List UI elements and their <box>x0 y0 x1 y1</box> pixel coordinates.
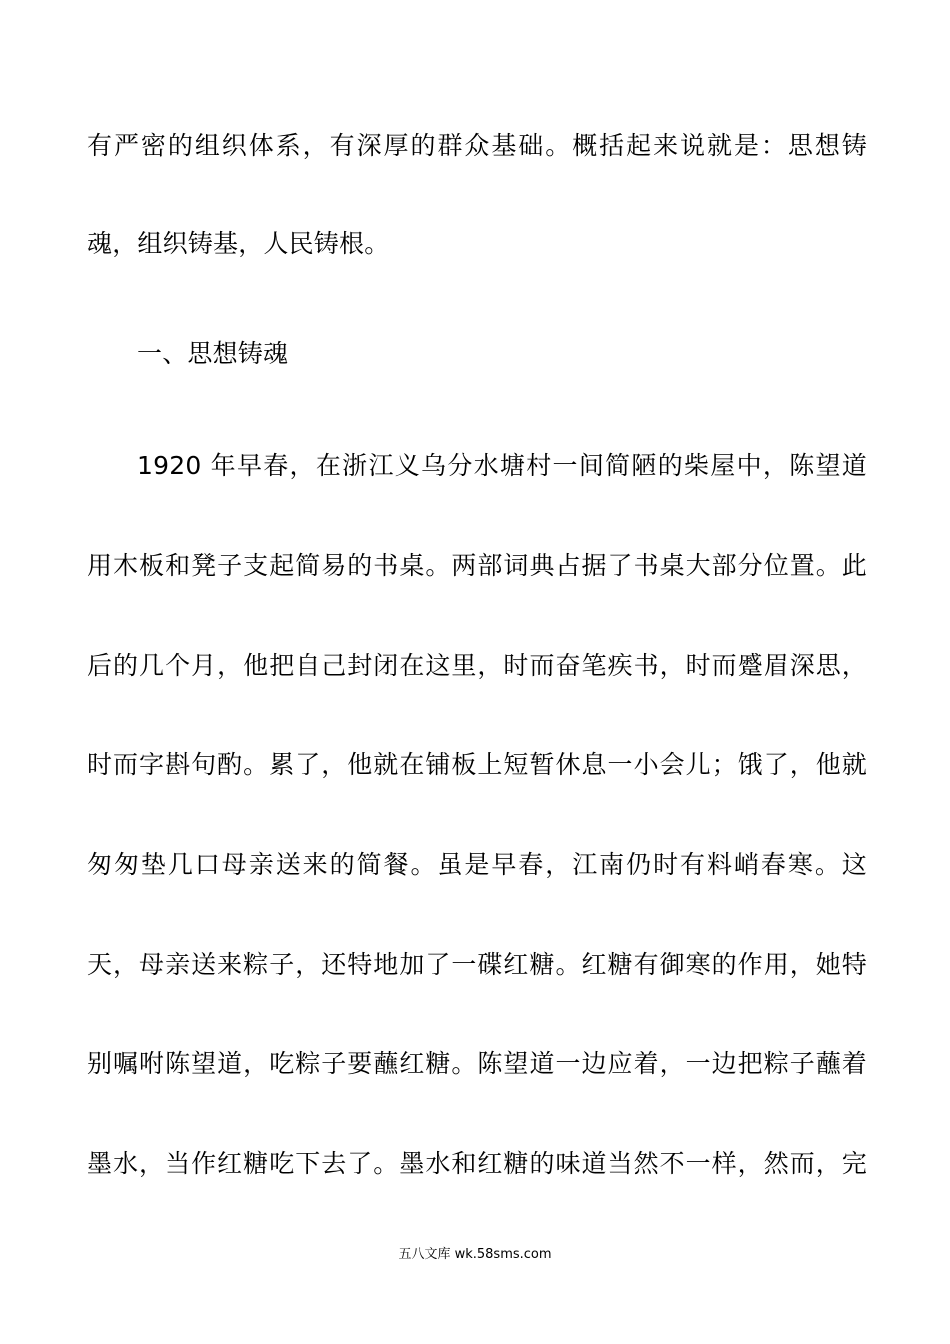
paragraph-2-line-3: 后的几个月，他把自己封闭在这里，时而奋笔疾书，时而蹙眉深思， <box>87 651 867 680</box>
paragraph-2-line-6: 天，母亲送来粽子，还特地加了一碟红糖。红糖有御寒的作用，她特 <box>87 950 867 979</box>
paragraph-2-line-4: 时而字斟句酌。累了，他就在铺板上短暂休息一小会儿；饿了，他就 <box>87 750 867 779</box>
paragraph-2-line-1: 1920 年早春，在浙江义乌分水塘村一间简陋的柴屋中，陈望道 <box>137 451 867 480</box>
footer-watermark: 五八文库 wk.58sms.com <box>398 1247 552 1262</box>
paragraph-1-line-1: 有严密的组织体系，有深厚的群众基础。概括起来说就是：思想铸 <box>87 131 867 160</box>
paragraph-2-line-2: 用木板和凳子支起简易的书桌。两部词典占据了书桌大部分位置。此 <box>87 551 867 580</box>
paragraph-2-line-8: 墨水，当作红糖吃下去了。墨水和红糖的味道当然不一样，然而，完 <box>87 1149 867 1178</box>
paragraph-1-line-2: 魂，组织铸基，人民铸根。 <box>87 229 390 258</box>
paragraph-2-line-5: 匆匆垫几口母亲送来的简餐。虽是早春，江南仍时有料峭春寒。这 <box>87 850 867 879</box>
paragraph-2-line-7: 别嘱咐陈望道，吃粽子要蘸红糖。陈望道一边应着，一边把粽子蘸着 <box>87 1049 867 1078</box>
section-heading: 一、思想铸魂 <box>137 339 289 368</box>
